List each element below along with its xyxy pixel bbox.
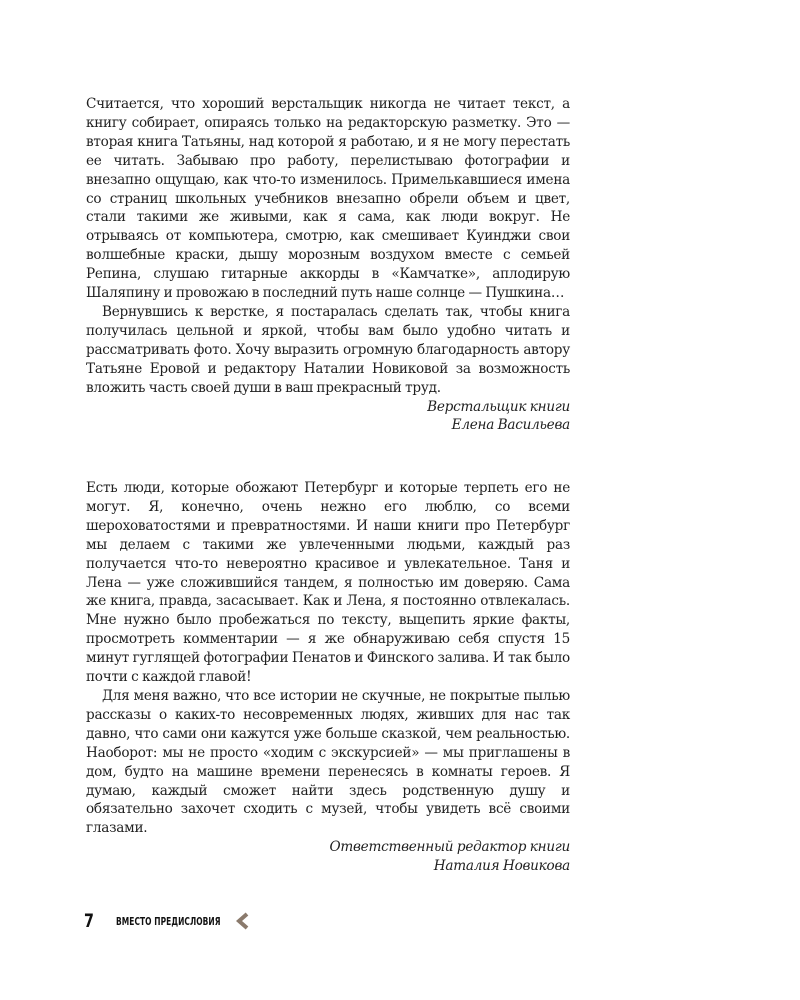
preface-block-typesetter [86,95,570,435]
paragraph: Считается, что хороший верстальщик никогда не читает текст, а книгу собирает, опираясь только на редакторскую разметку. Это — вторая книга Татьяны, над которой я работаю, и я не могу перестать ее читать. Забываю про работу, перелистываю фотографии и внезапно ощущаю, как что-то изменилось. Примелькавшиеся имена со страниц школьных учебников внезапно обрели объем и цвет, стали такими же живыми, как я сама, как люди вокруг. Не отрываясь от компьютера, смотрю, как смешивает Куинджи свои волшебные краски, дышу морозным воздухом вместе с семьей Репина, слушаю гитарные аккорды в «Камчатке», аплодирую Шаляпину и провожаю в последний путь наше солнце — Пушкина… [86,96,570,302]
page-footer [84,910,250,932]
paragraph: Для меня важно, что все истории не скучные, не покрытые пылью рассказы о каких-то несовременных людях, живших для нас так давно, что сами они кажутся уже больше сказкой, чем реальностью. Наоборот: мы не просто «ходим с экскурсией» — мы приглашены в дом, будто на машине времени перенесясь в комнаты героев. Я думаю, каждый сможет найти здесь родственную душу и обязательно захочет сходить с музей, чтобы увидеть всё своими глазами. [86,687,570,837]
paragraph: Есть люди, которые обожают Петербург и которые терпеть его не могут. Я, конечно, очень нежно его люблю, со всеми шероховатостями и превратностями. И наши книги про Петербург мы делаем с такими же увлеченными людьми, каждый раз получается что-то невероятно красивое и увлекательное. Таня и Лена — уже сложившийся тандем, я полностью им доверяю. Сама же книга, правда, засасывает. Как и Лена, я постоянно отвлекалась. Мне нужно было пробежаться по тексту, выцепить яркие факты, просмотреть комментарии — я же обнаруживаю себя спустя 15 минут гуглящей фотографии Пенатов и Финского залива. И так было почти с каждой главой! [86,480,570,686]
signature-name: Наталия Новикова [433,858,570,875]
signature-role: Ответственный редактор книги [329,839,570,856]
chevron-left-icon[interactable] [236,912,250,930]
page-number: 7 [84,910,94,932]
signature-name: Елена Васильева [451,417,570,434]
signature-role: Верстальщик книги [427,398,570,415]
paragraph: Вернувшись к верстке, я постаралась сделать так, чтобы книга получилась цельной и яркой, чтобы вам было удобно читать и рассматривать фото. Хочу выразить огромную благодарность автору Татьяне Еровой и редактору Наталии Новиковой за возможность вложить часть своей души в ваш прекрасный труд. [86,303,570,396]
section-title: ВМЕСТО ПРЕДИСЛОВИЯ [116,914,221,928]
preface-block-editor [86,479,570,876]
